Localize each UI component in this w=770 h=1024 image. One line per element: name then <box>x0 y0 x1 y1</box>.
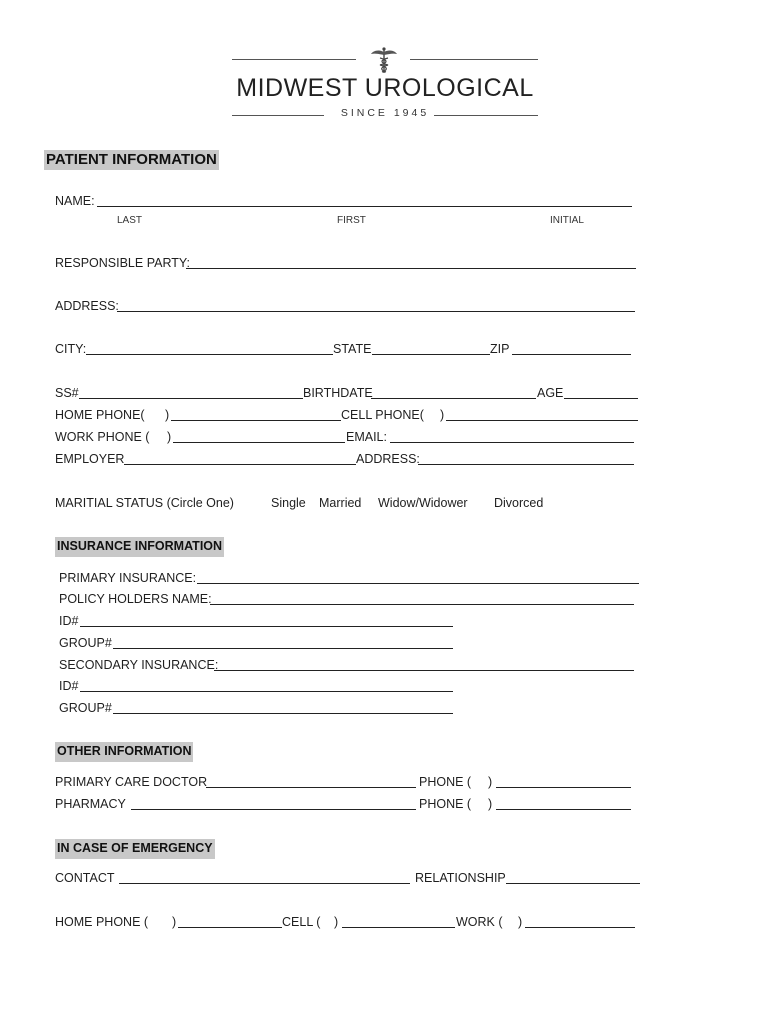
emergency-home-phone-field[interactable] <box>178 927 282 928</box>
first-name-caption: FIRST <box>337 215 366 226</box>
logo-title: MIDWEST UROLOGICAL <box>236 74 534 102</box>
emergency-cell-close-paren: ) <box>334 915 339 929</box>
initial-caption: INITIAL <box>550 215 584 226</box>
home-phone-close-paren: ) <box>165 408 170 422</box>
doctor-phone-close-paren: ) <box>488 775 493 789</box>
emergency-home-phone-label: HOME PHONE ( <box>55 915 149 929</box>
emergency-contact-field[interactable] <box>119 883 410 884</box>
primary-insurance-label: PRIMARY INSURANCE: <box>59 571 197 585</box>
city-label: CITY: <box>55 342 87 356</box>
primary-group-label: GROUP# <box>59 636 112 650</box>
home-phone-field[interactable] <box>171 420 341 421</box>
email-label: EMAIL: <box>346 430 387 444</box>
ss-label: SS# <box>55 386 79 400</box>
email-field[interactable] <box>390 442 634 443</box>
primary-care-doctor-label: PRIMARY CARE DOCTOR <box>55 775 208 789</box>
address-field[interactable] <box>117 311 635 312</box>
work-phone-close-paren: ) <box>167 430 172 444</box>
primary-group-field[interactable] <box>113 648 453 649</box>
birthdate-label: BIRTHDATE <box>303 386 373 400</box>
relationship-field[interactable] <box>506 883 640 884</box>
secondary-insurance-field[interactable] <box>214 670 634 671</box>
work-phone-field[interactable] <box>173 442 345 443</box>
employer-address-field[interactable] <box>418 464 634 465</box>
marital-option-divorced[interactable]: Divorced <box>494 496 544 510</box>
age-field[interactable] <box>564 398 638 399</box>
doctor-phone-field[interactable] <box>496 787 631 788</box>
emergency-home-phone-close-paren: ) <box>172 915 177 929</box>
marital-status-label: MARITIAL STATUS (Circle One) <box>55 496 234 510</box>
pharmacy-field[interactable] <box>131 809 416 810</box>
zip-label: ZIP <box>490 342 510 356</box>
insurance-information-header: INSURANCE INFORMATION <box>55 537 224 557</box>
birthdate-field[interactable] <box>371 398 536 399</box>
marital-option-married[interactable]: Married <box>319 496 362 510</box>
emergency-work-field[interactable] <box>525 927 635 928</box>
ss-field[interactable] <box>79 398 303 399</box>
emergency-work-close-paren: ) <box>518 915 523 929</box>
primary-id-label: ID# <box>59 614 79 628</box>
name-label: NAME: <box>55 194 95 208</box>
zip-field[interactable] <box>512 354 631 355</box>
policy-holders-name-field[interactable] <box>210 604 634 605</box>
emergency-cell-field[interactable] <box>342 927 455 928</box>
pharmacy-phone-field[interactable] <box>496 809 631 810</box>
in-case-of-emergency-header: IN CASE OF EMERGENCY <box>55 839 215 859</box>
pharmacy-phone-label: PHONE ( <box>419 797 472 811</box>
marital-option-single[interactable]: Single <box>271 496 306 510</box>
employer-label: EMPLOYER <box>55 452 125 466</box>
doctor-phone-label: PHONE ( <box>419 775 472 789</box>
responsible-party-field[interactable] <box>186 268 636 269</box>
pharmacy-phone-close-paren: ) <box>488 797 493 811</box>
policy-holders-name-label: POLICY HOLDERS NAME: <box>59 592 212 606</box>
employer-address-label: ADDRESS: <box>356 452 420 466</box>
address-label: ADDRESS: <box>55 299 119 313</box>
age-label: AGE <box>537 386 564 400</box>
state-field[interactable] <box>372 354 490 355</box>
secondary-id-field[interactable] <box>80 691 453 692</box>
marital-option-widow-widower[interactable]: Widow/Widower <box>378 496 468 510</box>
responsible-party-label: RESPONSIBLE PARTY: <box>55 256 191 270</box>
city-field[interactable] <box>86 354 333 355</box>
name-field[interactable] <box>97 206 632 207</box>
last-name-caption: LAST <box>117 215 143 226</box>
caduceus-icon <box>369 46 399 74</box>
pharmacy-label: PHARMACY <box>55 797 126 811</box>
secondary-insurance-label: SECONDARY INSURANCE: <box>59 658 219 672</box>
relationship-label: RELATIONSHIP <box>415 871 506 885</box>
logo-rule-top-left <box>232 59 356 60</box>
primary-id-field[interactable] <box>80 626 453 627</box>
primary-care-doctor-field[interactable] <box>206 787 416 788</box>
cell-phone-close-paren: ) <box>440 408 445 422</box>
primary-insurance-field[interactable] <box>197 583 639 584</box>
secondary-group-field[interactable] <box>113 713 453 714</box>
logo-since: SINCE 1945 <box>340 107 430 119</box>
secondary-id-label: ID# <box>59 679 79 693</box>
emergency-cell-label: CELL ( <box>282 915 321 929</box>
cell-phone-label: CELL PHONE( <box>341 408 424 422</box>
emergency-contact-label: CONTACT <box>55 871 115 885</box>
state-label: STATE <box>333 342 372 356</box>
emergency-work-label: WORK ( <box>456 915 503 929</box>
patient-information-header: PATIENT INFORMATION <box>46 151 217 168</box>
cell-phone-field[interactable] <box>446 420 638 421</box>
logo-rule-top-right <box>410 59 538 60</box>
work-phone-label: WORK PHONE ( <box>55 430 150 444</box>
secondary-group-label: GROUP# <box>59 701 112 715</box>
other-information-header: OTHER INFORMATION <box>55 742 193 762</box>
employer-field[interactable] <box>124 464 356 465</box>
home-phone-label: HOME PHONE( <box>55 408 145 422</box>
midwest-urological-logo <box>230 44 540 124</box>
